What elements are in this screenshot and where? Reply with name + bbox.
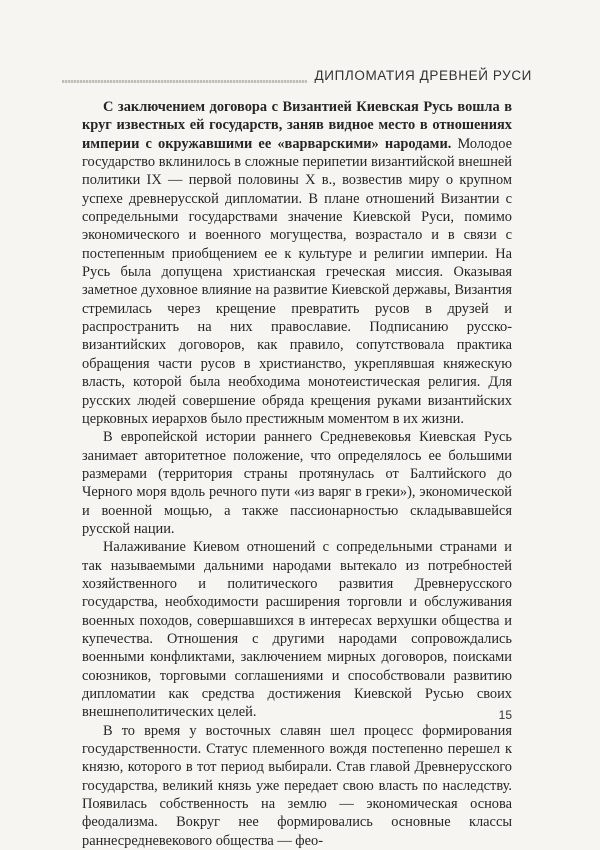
paragraph-1-lead: С заключением договора с Византией Киевская Русь вошла в круг известных ей государств, заняв видное место в отношениях империи с окружавшими ее «варварскими» народами. (82, 99, 512, 152)
paragraph-3: Налаживание Киевом отношений с сопредельными странами и так называемыми дальними народами вытекало из потребностей хозяйственного и политического развития Древнерусского государства, необходимости расширения торговли и обслуживания военных походов, совершавшихся в интересах верхушки общества и купечества. Отношения с другими народами сопровождались военными конфликтами, заключением мирных договоров, поисками союзников, торговыми соглашениями и способствовали развитию дипломатии как средства достижения Киевской Русью своих внешнеполитических целей. (82, 539, 512, 721)
running-title: ДИПЛОМАТИЯ ДРЕВНЕЙ РУСИ (314, 68, 532, 83)
paragraph-1-text: Молодое государство вклинилось в сложные перипетии византийской внешней политики IX — первой половины X в., возвестив миру о крупном успехе древнерусской дипломатии. В плане отношений Византии с сопредельными государствами значение Киевской Руси, помимо экономического и военного могущества, возрастало и в связи с постепенным приобщением ее к культуре и религии империи. На Русь была допущена христианская греческая миссия. Оказывая заметное духовное влияние на развитие Киевской державы, Византия стремилась через крещение превратить русов в друзей и распространить на них православие. Подписанию русско-византийских договоров, как правило, сопутствовала практика обращения части русов в христианство, укреплявшая княжескую власть, которой была необходима монотеистическая религия. Для русских людей совершение обряда крещения руками византийских церковных иерархов было престижным моментом в их жизни. (82, 135, 512, 427)
paragraph-2: В европейской истории раннего Средневековья Киевская Русь занимает авторитетное положение, что определялось ее большими размерами (территория страны протянулась от Балтийского до Черного моря вдоль речного пути «из варяг в греки»), экономической и военной мощью, а также пассионарностью складывавшейся русской нации. (82, 429, 512, 537)
paragraph-1 (82, 98, 512, 428)
header-rule (62, 80, 307, 83)
page-number: 15 (498, 708, 512, 722)
paragraph-4: В то время у восточных славян шел процесс формирования государственности. Статус племенного вождя постепенно перешел к князю, которого в тот период выбирали. Став главой Древнерусского государства, великий князь уже передает свою власть по наследству. Появилась собственность на землю — экономическая основа феодализма. Вокруг нее формировались основные классы раннесредневекового общества — фео- (82, 722, 512, 849)
body-text (82, 98, 512, 850)
